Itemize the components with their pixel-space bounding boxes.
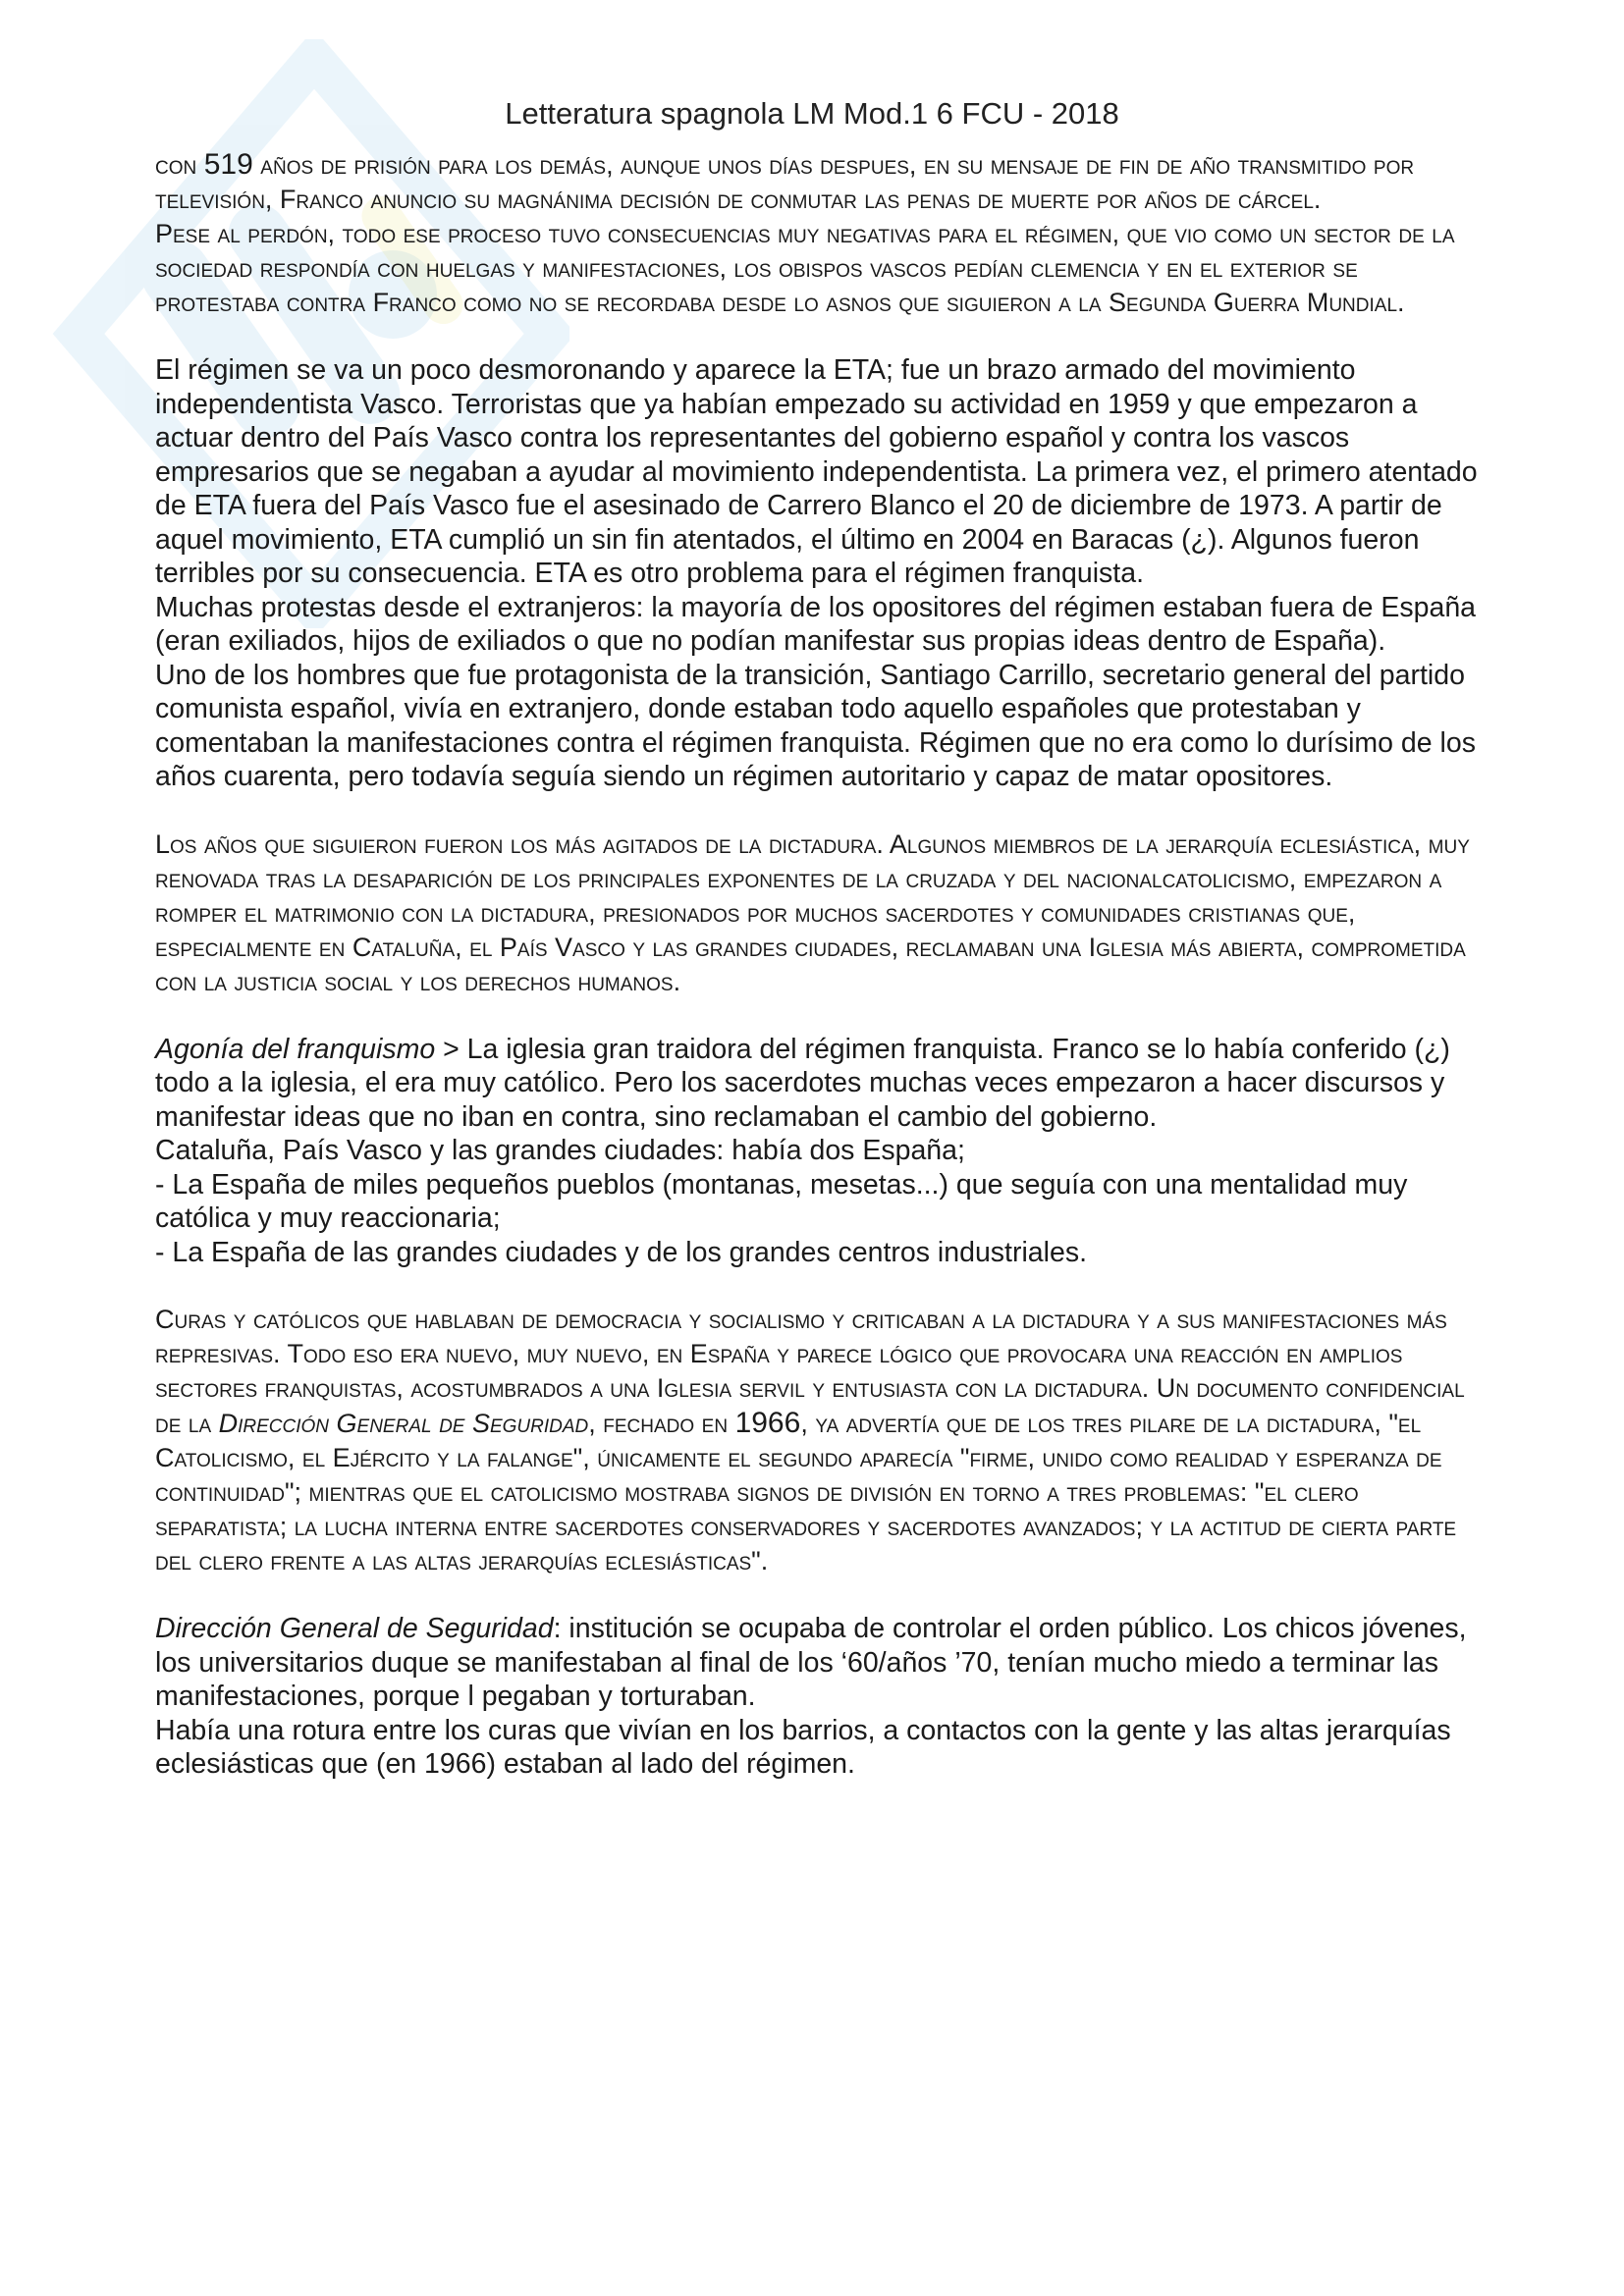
- paragraph-smallcaps: Pese al perdón, todo ese proceso tuvo consecuencias muy negativas para el régimen, que vio como un sector de la sociedad respondía con huelgas y manifestaciones, los obispos vascos pedían clemencia y en el exterior se protestaba contra Franco como no se recordaba desde lo asnos que siguieron a la Segunda Guerra Mundial.: [155, 219, 1455, 317]
- paragraph-smallcaps: [155, 1303, 1481, 1578]
- text-segment: : institución se ocupaba de controlar el orden público. Los chicos jóvenes, los universitarios duque se manifestaban al final de los ‘60/años ’70, tenían mucho miedo a terminar las manifestaciones, porque l pegaban y torturaban.: [155, 1613, 1467, 1712]
- italic-term: Agonía del franquismo: [155, 1033, 436, 1065]
- text-segment: > La iglesia gran traidora del régimen franquista. Franco se lo había conferido (¿) todo a la iglesia, el era muy católico. Pero los sacerdotes muchas veces empezaron a hacer discursos y manifestar ideas que no iban en contra, sino reclamaban el cambio del gobierno.: [155, 1033, 1450, 1133]
- page-header: Letteratura spagnola LM Mod.1 6 FCU - 2018: [505, 96, 1119, 131]
- paragraph: Uno de los hombres que fue protagonista de la transición, Santiago Carrillo, secretario general del partido comunista español, vivía en extranjero, donde estaban todo aquello españoles que protestaban y comentaban la manifestaciones contra el régimen franquista. Régimen que no era como lo durísimo de los años cuarenta, pero todavía seguía siendo un régimen autoritario y capaz de matar opositores.: [155, 659, 1476, 792]
- text-segment: años de prisión para los demás, aunque unos días despues, en su mensaje de fin de año transmitido por televisión, Franco anuncio su magnánima decisión de conmutar las penas de muerte por años de cárcel.: [155, 150, 1415, 214]
- paragraph: [155, 1612, 1481, 1714]
- paragraph-gap: [155, 999, 1481, 1033]
- paragraph-gap: [155, 1578, 1481, 1612]
- paragraph-smallcaps: Los años que siguieron fueron los más agitados de la dictadura. Algunos miembros de la jerarquía eclesiástica, muy renovada tras la desaparición de los principales exponentes de la cruzada y del nacionalcatolicismo, empezaron a romper el matrimonio con la dictadura, presionados por muchos sacerdotes y comunidades cristianas que, especialmente en Cataluña, el País Vasco y las grandes ciudades, reclamaban una Iglesia más abierta, comprometida con la justicia social y los derechos humanos.: [155, 828, 1470, 996]
- paragraph-gap: [155, 320, 1481, 353]
- italic-term: Dirección General de Seguridad: [218, 1409, 589, 1438]
- paragraph: Había una rotura entre los curas que vivían en los barrios, a contactos con la gente y las altas jerarquías eclesiásticas que (en 1966) estaban al lado del régimen.: [155, 1714, 1451, 1780]
- paragraph-gap: [155, 794, 1481, 828]
- paragraph-gap: [155, 1269, 1481, 1303]
- text-segment: Curas y católicos que hablaban de democracia y socialismo y criticaban a la dictadura y a sus manifestaciones más represivas. Todo eso era nuevo, muy nuevo, en España y parece lógico que provocara una reacción en amplios sectores franquistas, acostumbrados a una Iglesia servil y entusiasta con la dictadura. Un documento confidencial de la: [155, 1305, 1465, 1438]
- paragraph-smallcaps: [155, 147, 1481, 217]
- text-segment: , fechado en: [588, 1409, 735, 1438]
- text-segment: con: [155, 150, 204, 180]
- paragraph: Cataluña, País Vasco y las grandes ciudades: había dos España;: [155, 1135, 965, 1166]
- paragraph: [155, 1033, 1481, 1135]
- list-item: - La España de las grandes ciudades y de los grandes centros industriales.: [155, 1236, 1087, 1268]
- number-segment: 519: [203, 148, 253, 181]
- italic-term: Dirección General de Seguridad: [155, 1613, 554, 1644]
- text-segment: , ya advertía que de los tres pilare de la dictadura, "el Catolicismo, el Ejército y la falange", únicamente el segundo aparecía "firme, unido como realidad y esperanza de continuidad"; mientras que el catolicismo mostraba signos de división en torno a tres problemas: "el clero separatista; la lucha interna entre sacerdotes conservadores y sacerdotes avanzados; y la actitud de cierta parte del clero frente a las altas jerarquías eclesiásticas".: [155, 1409, 1457, 1575]
- list-item: - La España de miles pequeños pueblos (montanas, mesetas...) que seguía con una mentalidad muy católica y muy reaccionaria;: [155, 1168, 1408, 1234]
- number-segment: 1966: [734, 1407, 801, 1439]
- document-body: [155, 147, 1481, 1782]
- paragraph: El régimen se va un poco desmoronando y aparece la ETA; fue un brazo armado del movimiento independentista Vasco. Terroristas que ya habían empezado su actividad en 1959 y que empezaron a actuar dentro del País Vasco contra los representantes del gobierno español y contra los vascos empresarios que se negaban a ayudar al movimiento independentista. La primera vez, el primero atentado de ETA fuera del País Vasco fue el asesinado de Carrero Blanco el 20 de diciembre de 1973. A partir de aquel movimiento, ETA cumplió un sin fin atentados, el último en 2004 en Baracas (¿). Algunos fueron terribles por su consecuencia. ETA es otro problema para el régimen franquista.: [155, 354, 1478, 589]
- paragraph: Muchas protestas desde el extranjeros: la mayoría de los opositores del régimen estaban fuera de España (eran exiliados, hijos de exiliados o que no podían manifestar sus propias ideas dentro de España).: [155, 591, 1477, 657]
